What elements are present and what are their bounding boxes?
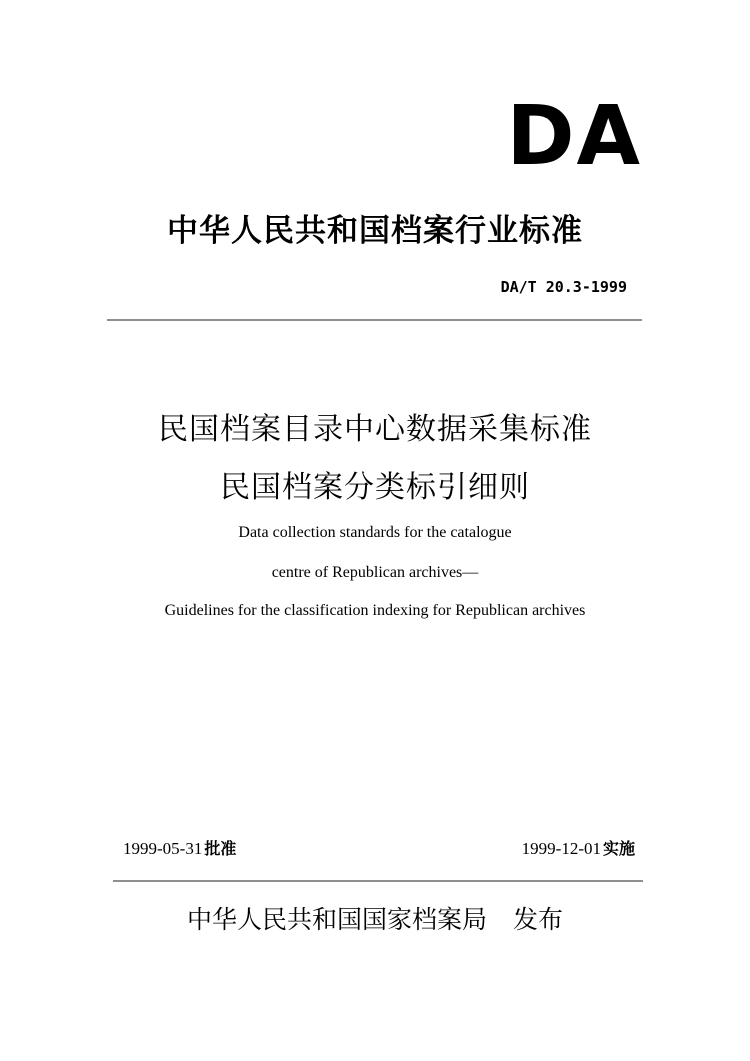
- bottom-divider: [113, 880, 643, 882]
- document-title-en-line2: centre of Republican archives—: [271, 564, 479, 581]
- publish-action: 发布: [513, 905, 564, 934]
- publisher-line: [0, 900, 750, 936]
- document-title-cn-line2: 民国档案分类标引细则: [220, 470, 530, 505]
- effective-date-block: [522, 836, 635, 859]
- document-title-en-line3: Guidelines for the classification indexing for Republican archives: [164, 602, 586, 619]
- approval-label: 批准: [204, 839, 237, 858]
- approval-date-block: [123, 836, 236, 859]
- standard-category-title: 中华人民共和国档案行业标准: [167, 213, 583, 249]
- document-title-en-line1: Data collection standards for the catalogue: [238, 524, 512, 541]
- approval-date: 1999-05-31: [123, 839, 203, 858]
- standard-code: DA/T 20.3-1999: [500, 278, 627, 296]
- document-title-cn-line1: 民国档案目录中心数据采集标准: [158, 412, 592, 447]
- effective-date: 1999-12-01: [521, 839, 601, 858]
- da-logo: DA: [506, 89, 642, 184]
- top-divider: [107, 319, 642, 321]
- effective-label: 实施: [602, 839, 635, 858]
- publisher-name: 中华人民共和国国家档案局: [186, 905, 487, 934]
